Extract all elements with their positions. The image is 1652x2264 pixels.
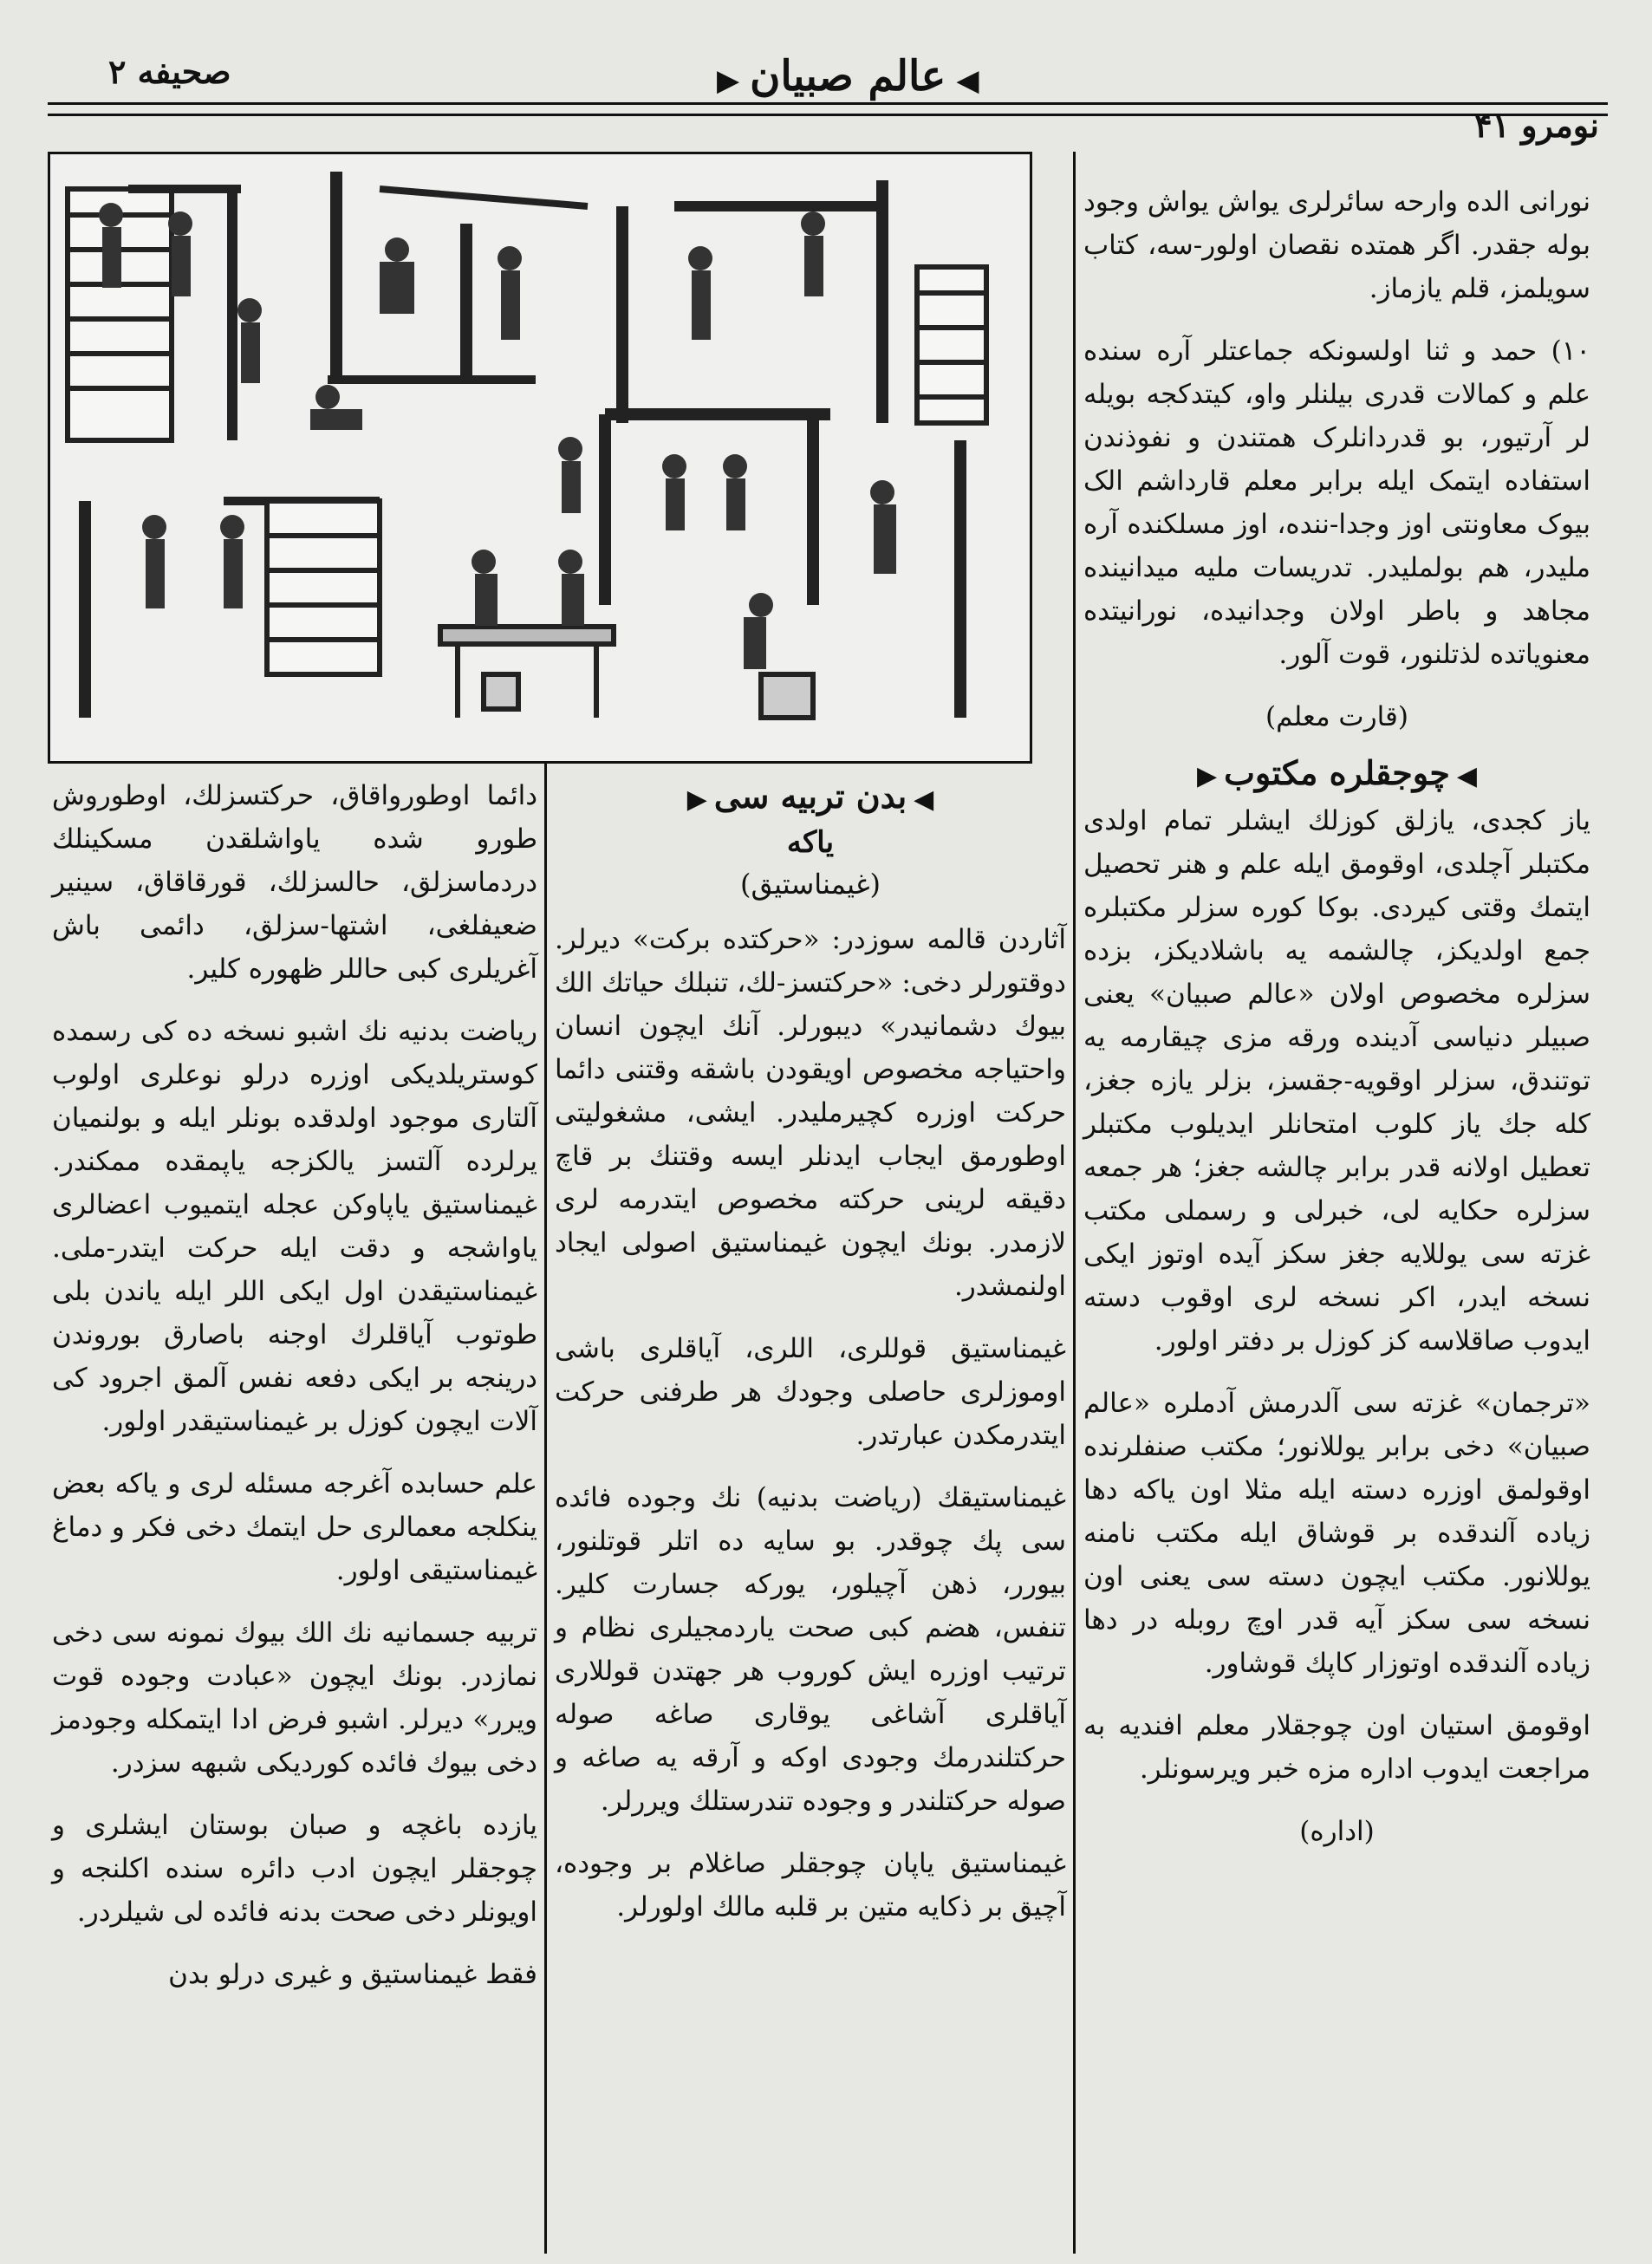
byline: (اداره) [1299, 1816, 1375, 1847]
newspaper-title [706, 52, 989, 101]
article-subheading: یاکه [786, 825, 835, 860]
paragraph: غیمناستیق قوللری، اللری، آیاقلری باشی اوموزلری حاصلی وجودك هر طرفنی حرکت ایتدرمکدن عبارتدر. [555, 1333, 1066, 1451]
page-number: صحیفه ۲ [108, 52, 231, 91]
newspaper-title-text: عالم صبیان [750, 52, 946, 101]
paragraph: علم حسابده آغرجه مسئله لری و یاکه بعض ینکلجه معمالری حل ایتمك دخی فکر و دماغ غیمناستیقی اولور. [52, 1468, 537, 1586]
paragraph: دائما اوطورواقاق، حرکتسزلك، اوطوروش طورو شده یاواشلقدن مسکینلك دردماسزلق، حالسزلك، قورقاقاق، سینیر ضعیفلغی، اشتها-سزلق، دائمی باش آغریلری کبی حاللر ظهوره کلیر. [52, 780, 537, 985]
paragraph: نورانی الده وارحه سائرلری یواش یواش وجود بوله جقدر. اگر همتده نقصان اولور-سه، کتاب سویلمز، قلم یازماز. [1083, 186, 1590, 304]
article-heading-text: بدن تربیه سی [713, 777, 907, 816]
paragraph: غیمناستیق یاپان چوجقلر صاغلام بر وجوده، آچیق بر ذکایه متین بر قلبه مالك اولورلر. [555, 1848, 1066, 1922]
byline: (قارت معلم) [1265, 701, 1408, 732]
paragraph: ۱۰) حمد و ثنا اولسونکه جماعتلر آره سنده علم و کمالات قدری بیلنلر واو، کیتدکجه بویله لر آرتیور، بو قدردانلرک همتندن و نفوذندن استفاده ایتمک ایله برابر معلم قارداشم الک بیوک معاونتی اوز وجدا-ننده، اوز مسلکنده آره ملیدر، هم بولملیدر. تدریسات ملیه میدانینده مجاهد و باطر اولان وجدانیده، نورانیتده معنویاتده لذتلنور، قوت آلور. [1083, 335, 1590, 670]
ornament-icon: ▶ [717, 63, 740, 98]
paragraph: یازده باغچه و صبان بوستان ایشلری و چوجقلر ایچون ادب دائره سنده اکلنجه و اویونلر دخی صحت بدنه فائده لی شیلردر. [52, 1810, 537, 1928]
right-column [1083, 180, 1590, 1865]
paragraph: فقط غیمناستیق و غیری درلو بدن [168, 1959, 537, 1990]
ornament-icon: ◀ [956, 63, 979, 98]
article-heading [1083, 751, 1590, 799]
gymnastics-illustration [48, 152, 1032, 764]
ornament-icon: ◀ [1456, 761, 1477, 791]
header-rule [48, 102, 1608, 116]
article-topic: (غیمناستیق) [739, 868, 881, 901]
paragraph: غیمناستیقك (ریاضت بدنیه) نك وجوده فائده سی پك چوقدر. بو سایه ده اتلر قوتلنور، بیورر، ذهن آچیلور، یورکه جسارت کلیر. تنفس، هضم کبی صحت یاردمجیلری نظام و ترتیب اوزره ایش کوروب هر جهتدن قوللاری آیاقلری آشاغی یوقاری صاغه صوله حرکتلندرمك وجودی اوکه و آرقه یه صاغه و صوله حرکتلندر و وجوده تندرستلك ویررلر. [555, 1482, 1066, 1817]
ornament-icon: ◀ [914, 784, 934, 815]
gymnastics-engraving [50, 154, 1030, 761]
paragraph: «ترجمان» غزته سی آلدرمش آدملره «عالم صبیان» دخی برابر یوللانور؛ مکتب صنفلرنده اوقولمق اوزره دسته ایله مثلا اون یاکه دها زیاده آلندقده بر قوشاق ایله مکتب نامنه یوللانور. مکتب ایچون دسته سی یعنی اون نسخه سی سکز آیه قدر اوچ روبله در دها زیاده آلندقده اوتوزار کاپك قوشاور. [1083, 1388, 1590, 1679]
paragraph: ریاضت بدنیه نك اشبو نسخه ده کی رسمده کوستریلدیکی اوزره درلو نوعلری اولوب آلتاری موجود اولدقده بونلر ایله و بولنمیان یرلرده آلتسز یالکزجه یاپمقده ممکندر. غیمناستیق یاپاوکن عجله ایتمیوب اعضالری یاواشجه و دقت ایله حرکت ایتدر-ملی. غیمناستیقدن اول ایکی اللر ایله یاندن بلی طوتوب آیاقلرك اوجنه باصارق بوروندن درینجه بر ایکی دفعه نفس آلمق اجرود کی آلات ایچون کوزل بر غیمناستیقدر اولور. [52, 1016, 537, 1437]
column-divider [1073, 152, 1076, 2254]
middle-column [555, 774, 1066, 1948]
article-heading-text: چوجقلره مکتوب [1224, 753, 1450, 792]
paragraph: یاز کجدی، یازلق کوزلك ایشلر تمام اولدی مکتبلر آچلدی، اوقومق ایله علم و هنر تحصیل ایتمك وقتی کیردی. بوکا کوره سزلر مکتبلره جمع اولدیکز، چالشمه یه باشلادیکز، بزده سزلره مخصوص اولان «عالم صبیان» یعنی صبیلر دنیاسی آدینده ورقه مزی چیقارمه یه توتندق، سزلر اوقویه-جقسز، بزلر یازه جغز، کله جك یاز کلوب امتحانلر ایدیلوب مکتبلر تعطیل اولانه قدر برابر چالشه جغز؛ هر جمعه سزلره حکایه لی، خبرلی و رسملی مکتب غزته سی یوللایه جغز سکز آیده اوتوز ایکی نسخه ایدر، اکر نسخه لری اوقوب دسته ایدوب صاقلاسه کز کوزل بر دفتر اولور. [1083, 805, 1590, 1356]
issue-number: نومرو ۴۱ [1474, 106, 1599, 145]
left-column [52, 774, 537, 2015]
paragraph: تربیه جسمانیه نك الك بیوك نمونه سی دخی نمازدر. بونك ایچون «عبادت وجوده قوت ویرر» دیرلر. اشبو فرض ادا ایتمکله وجودمز دخی بیوك فائده کوردیکی شبهه سزدر. [52, 1617, 537, 1779]
column-divider [544, 763, 547, 2254]
ornament-icon: ▶ [686, 784, 707, 815]
paragraph: اوقومق استیان اون چوجقلار معلم افندیه به مراجعت ایدوب اداره مزه خبر ویرسونلر. [1083, 1710, 1590, 1785]
paragraph: آثاردن قالمه سوزدر: «حرکتده برکت» دیرلر. دوقتورلر دخی: «حرکتسز-لك، تنبلك حیاتك الك بیوك دشمانیدر» دیبورلر. آنك ایچون انسان واحتیاجه مخصوص اویقودن باشقه وقتنی دائما حرکت اوزره کچیرملیدر. ایشی، مشغولیتی اوطورمق ایجاب ایدنلر ایسه وقتنك بر قاچ دقیقه لرینی حرکته مخصوص ایتدرمه لری لازمدر. بونك ایچون غیمناستیق اصولی ایجاد اولنمشدر. [555, 924, 1066, 1302]
ornament-icon: ▶ [1197, 761, 1218, 791]
article-heading [555, 774, 1066, 823]
